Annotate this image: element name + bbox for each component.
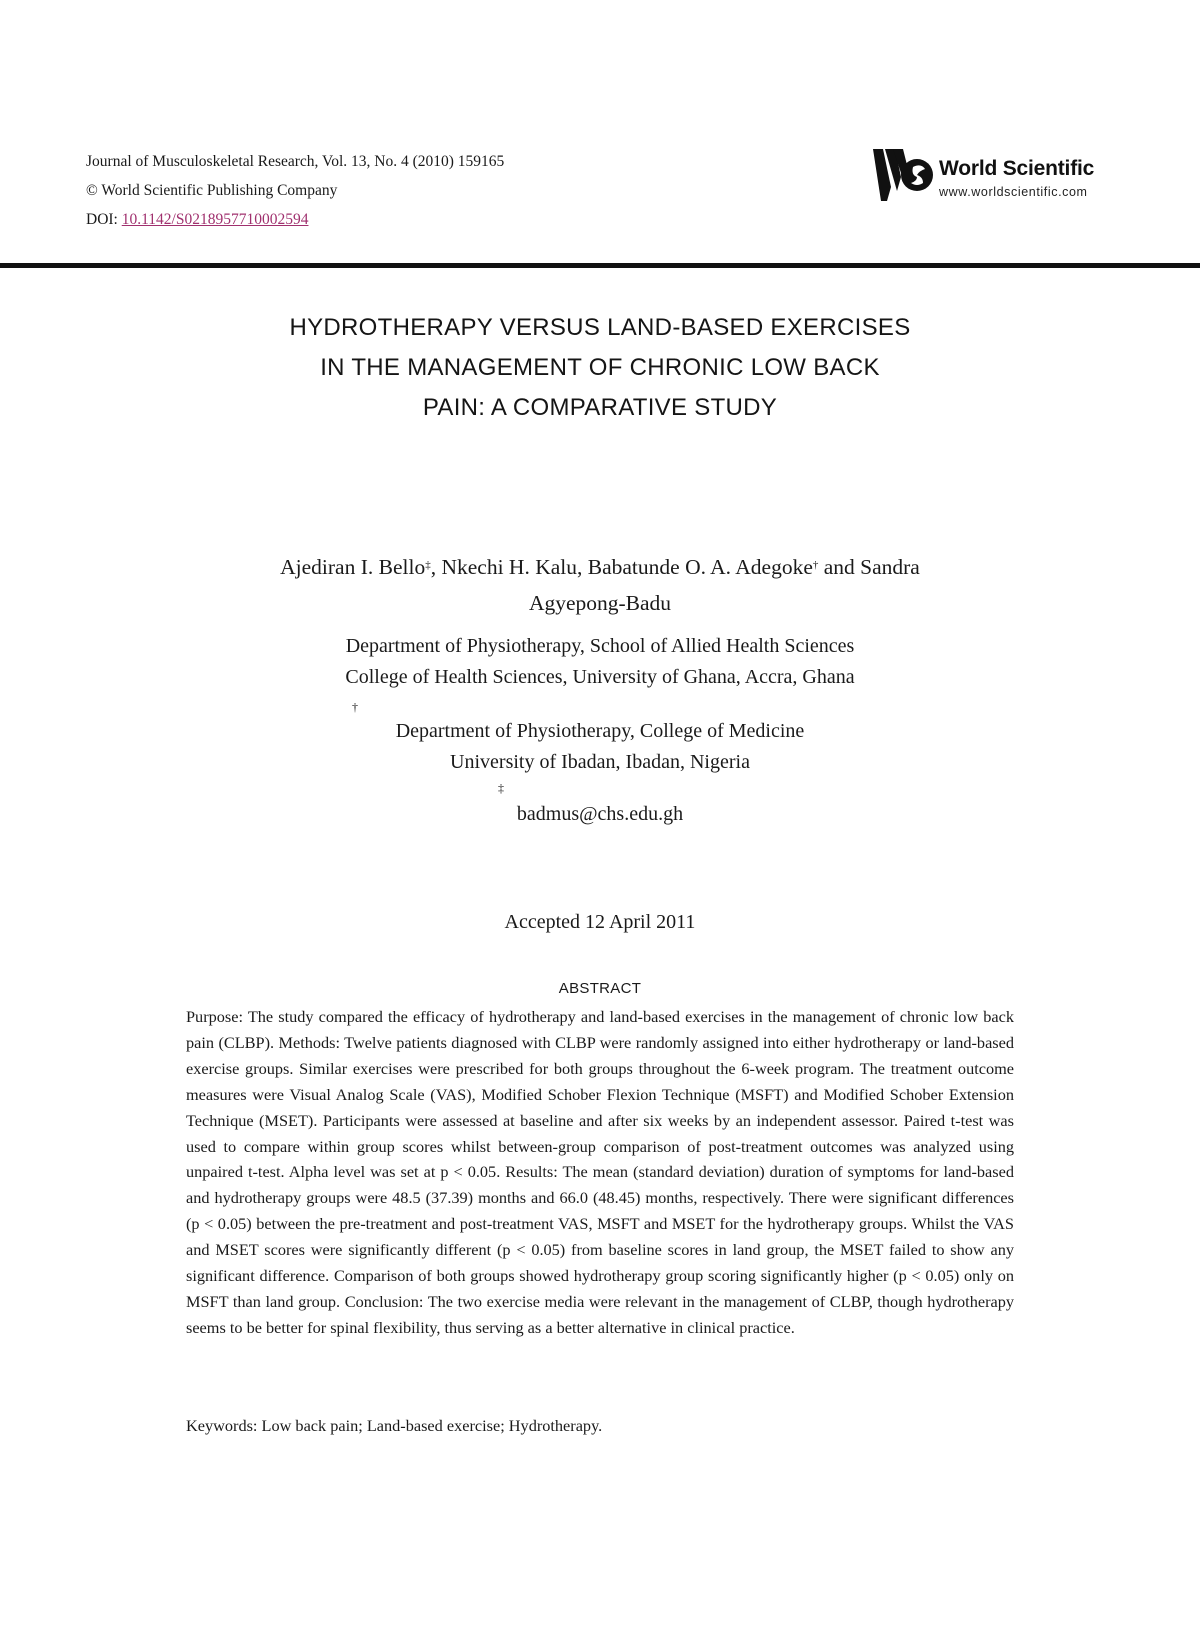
affiliation-mark: † bbox=[352, 700, 358, 714]
doi-label: DOI: bbox=[86, 211, 118, 228]
publisher-name: World Scientific bbox=[939, 157, 1095, 180]
doi-link[interactable]: 10.1142/S0218957710002594 bbox=[121, 211, 309, 228]
world-scientific-logo-icon bbox=[873, 147, 935, 203]
header-divider bbox=[0, 263, 1200, 268]
accepted-date: Accepted 12 April 2011 bbox=[504, 911, 696, 933]
publisher-logo bbox=[873, 147, 1133, 207]
article-title bbox=[0, 308, 1200, 428]
affiliation-line: College of Health Sciences, University of Ghana, Accra, Ghana bbox=[345, 666, 855, 688]
affiliation-line: Department of Physiotherapy, School of Allied Health Sciences bbox=[345, 635, 855, 657]
affiliation-line: Department of Physiotherapy, College of Medicine bbox=[395, 720, 805, 742]
journal-info bbox=[86, 147, 504, 234]
authors-line-1 bbox=[0, 549, 1200, 585]
journal-citation: Journal of Musculoskeletal Research, Vol. 13, No. 4 (2010) 159165 bbox=[86, 153, 505, 170]
author-name: and Sandra bbox=[823, 555, 920, 579]
abstract-heading: ABSTRACT bbox=[558, 980, 642, 997]
title-line: HYDROTHERAPY VERSUS LAND-BASED EXERCISES bbox=[289, 314, 911, 341]
publisher-url: www.worldscientific.com bbox=[939, 185, 1088, 199]
title-line: IN THE MANAGEMENT OF CHRONIC LOW BACK bbox=[320, 354, 880, 381]
email-mark: ‡ bbox=[498, 781, 504, 795]
author-list bbox=[0, 549, 1200, 621]
doi-line bbox=[86, 205, 504, 234]
affiliation-line: University of Ibadan, Ibadan, Nigeria bbox=[450, 751, 750, 773]
author-name: Ajediran I. Bello bbox=[280, 555, 426, 579]
corresponding-email: badmus@chs.edu.gh bbox=[516, 803, 684, 825]
page-header bbox=[0, 0, 1200, 272]
abstract-text: Purpose: The study compared the efficacy of hydrotherapy and land-based exercises in the management of chronic low back pain (CLBP). Methods: Twelve patients diagnosed with CLBP were randomly assigned into either hydrotherapy or land-based exercise groups. Similar exercises were prescribed for both groups throughout the 6-week program. The treatment outcome measures were Visual Analog Scale (VAS), Modified Schober Flexion Technique (MSFT) and Modified Schober Extension Technique (MSET). Participants were assessed at baseline and after six weeks by an independent assessor. Paired t-test was used to compare within group scores whilst between-group comparison of post-treatment outcomes was analyzed using unpaired t-test. Alpha level was set at p < 0.05. Results: The mean (standard deviation) duration of symptoms for land-based and hydrotherapy groups were 48.5 (37.39) months and 66.0 (48.45) months, respectively. There were significant differences (p < 0.05) between the pre-treatment and post-treatment VAS, MSFT and MSET for the hydrotherapy groups. Whilst the VAS and MSET scores were significantly different (p < 0.05) from baseline scores in land group, the MSET failed to show any significant difference. Comparison of both groups showed hydrotherapy group scoring significantly higher (p < 0.05) only on MSFT than land group. Conclusion: The two exercise media were relevant in the management of CLBP, though hydrotherapy seems to be better for spinal flexibility, thus serving as a better alternative in clinical practice. bbox=[186, 1007, 1014, 1337]
title-line: PAIN: A COMPARATIVE STUDY bbox=[422, 394, 778, 421]
affiliation-primary bbox=[0, 631, 1200, 693]
author-footnote-mark: ‡ bbox=[425, 559, 431, 571]
author-name: , Nkechi H. Kalu, Babatunde O. A. Adegoke bbox=[430, 555, 813, 579]
authors-line-2: Agyepong-Badu bbox=[528, 591, 672, 615]
affiliation-secondary bbox=[0, 716, 1200, 778]
keywords: Keywords: Low back pain; Land-based exercise; Hydrotherapy. bbox=[186, 1416, 603, 1435]
copyright-notice: © World Scientific Publishing Company bbox=[86, 182, 338, 199]
author-footnote-mark: † bbox=[812, 559, 819, 571]
